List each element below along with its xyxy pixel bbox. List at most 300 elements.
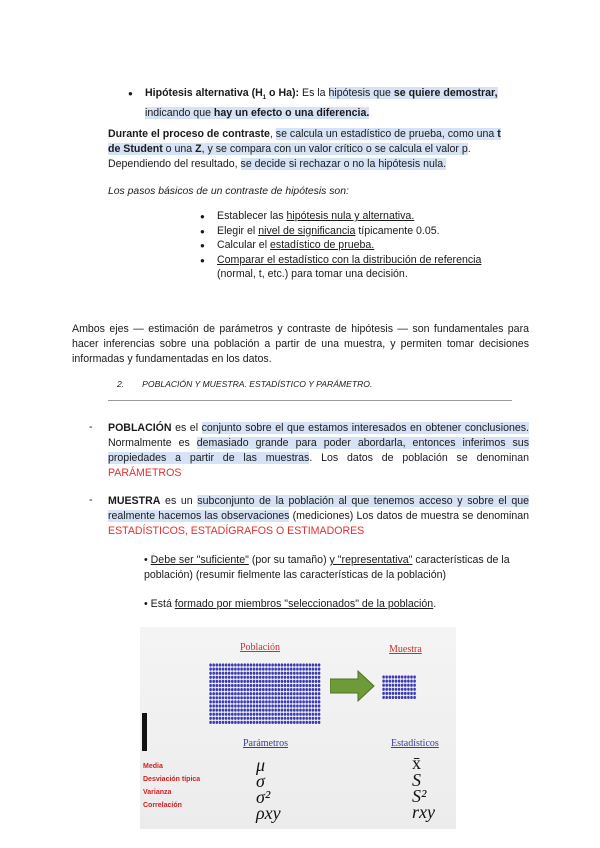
dot	[309, 696, 312, 699]
dot	[284, 713, 287, 716]
dot	[243, 696, 246, 699]
dot	[231, 692, 234, 695]
poblacion-hl2: demasiado grande para poder abordarla, entonces inferimos sus propiedades a partir de las muestras	[108, 437, 529, 464]
dot	[284, 676, 287, 679]
dot	[212, 688, 215, 691]
dot	[219, 672, 222, 675]
dot	[413, 696, 416, 699]
step1-ul: hipótesis nula y alternativa.	[286, 210, 415, 222]
dot	[216, 684, 219, 687]
step-3	[200, 238, 520, 253]
dot	[312, 700, 315, 703]
dot	[222, 676, 225, 679]
alt-hyp-hl3: indicando que	[145, 107, 214, 120]
dot	[404, 688, 407, 691]
dot	[309, 721, 312, 724]
dot	[268, 688, 271, 691]
dot	[293, 684, 296, 687]
dot	[219, 680, 222, 683]
dot	[247, 692, 250, 695]
dot	[222, 696, 225, 699]
note1-bullet: •	[144, 554, 151, 566]
both-axes-paragraph: Ambos ejes — estimación de parámetros y contraste de hipótesis — son fundamentales para hacer inferencias sobre una población a partir de una muestra, y permiten tomar decisiones informadas y fundamentadas en los datos.	[72, 323, 529, 365]
dot	[228, 717, 231, 720]
dot	[410, 696, 413, 699]
dot	[262, 721, 265, 724]
dot	[268, 713, 271, 716]
dot	[209, 717, 212, 720]
dot	[293, 700, 296, 703]
dot	[293, 663, 296, 666]
dot	[385, 696, 388, 699]
step3-text: Calcular el	[217, 239, 270, 251]
dot	[234, 684, 237, 687]
dot	[315, 704, 318, 707]
dot	[265, 684, 268, 687]
dot	[278, 692, 281, 695]
poblacion-label: Población	[240, 642, 280, 653]
dot	[305, 696, 308, 699]
dot	[271, 700, 274, 703]
dot	[305, 721, 308, 724]
dot	[262, 684, 265, 687]
dot	[296, 721, 299, 724]
dot	[407, 692, 410, 695]
dot	[305, 672, 308, 675]
dot	[216, 692, 219, 695]
dot	[296, 709, 299, 712]
dot	[315, 709, 318, 712]
dot	[398, 696, 401, 699]
dot	[243, 676, 246, 679]
bullet-icon: ●	[200, 255, 205, 265]
dot	[281, 668, 284, 671]
dot	[278, 696, 281, 699]
dot	[271, 676, 274, 679]
dot	[309, 663, 312, 666]
dot	[219, 700, 222, 703]
dot	[240, 676, 243, 679]
dot	[271, 668, 274, 671]
dot	[284, 672, 287, 675]
dot	[228, 704, 231, 707]
dot	[392, 675, 395, 678]
dot	[404, 684, 407, 687]
dot	[274, 696, 277, 699]
dot	[281, 663, 284, 666]
dot	[284, 717, 287, 720]
dot	[274, 692, 277, 695]
muestra-label: Muestra	[389, 644, 422, 655]
dot	[256, 709, 259, 712]
dot	[305, 684, 308, 687]
dot	[237, 663, 240, 666]
poblacion-hl1: conjunto sobre el que estamos interesados en obtener conclusiones.	[201, 422, 530, 434]
dot	[234, 672, 237, 675]
dot	[237, 684, 240, 687]
dot	[240, 672, 243, 675]
dot	[404, 696, 407, 699]
contrast-hl1: se calcula un estadístico de prueba, como una	[275, 128, 498, 140]
dot	[299, 663, 302, 666]
contrast-period: .	[467, 143, 471, 155]
dot	[312, 672, 315, 675]
dot	[312, 709, 315, 712]
dot	[410, 692, 413, 695]
dot	[407, 696, 410, 699]
step-4	[200, 253, 520, 282]
step4-ul: Comparar el estadístico con la distribución de referencia	[217, 253, 482, 266]
dot	[302, 704, 305, 707]
dot	[392, 692, 395, 695]
poblacion-term: POBLACIÓN	[108, 422, 172, 434]
dot	[225, 713, 228, 716]
contrast-t1: ,	[269, 128, 276, 140]
dot	[243, 692, 246, 695]
dot	[274, 663, 277, 666]
dot	[296, 713, 299, 716]
poblacion-t1: es el	[171, 422, 202, 434]
dot	[274, 684, 277, 687]
dot	[256, 717, 259, 720]
dot	[265, 721, 268, 724]
dot	[216, 672, 219, 675]
dot	[228, 688, 231, 691]
dot	[212, 680, 215, 683]
dot	[268, 668, 271, 671]
dot	[256, 676, 259, 679]
dot	[293, 676, 296, 679]
dot	[259, 704, 262, 707]
dot	[237, 721, 240, 724]
dot	[389, 675, 392, 678]
dot	[259, 717, 262, 720]
contrast-paragraph	[108, 127, 529, 172]
dot	[262, 680, 265, 683]
bullet-icon: ●	[200, 212, 205, 221]
dot	[385, 684, 388, 687]
dot	[395, 684, 398, 687]
dot	[312, 688, 315, 691]
dot	[274, 721, 277, 724]
dot	[382, 675, 385, 678]
dot	[212, 676, 215, 679]
dot	[312, 713, 315, 716]
dot	[256, 713, 259, 716]
dot	[281, 709, 284, 712]
dot	[395, 696, 398, 699]
dot	[302, 696, 305, 699]
dot	[262, 688, 265, 691]
param-sigma2: σ²	[256, 787, 271, 807]
dot	[228, 700, 231, 703]
dot	[234, 696, 237, 699]
dot	[392, 688, 395, 691]
dot	[222, 668, 225, 671]
dot	[305, 709, 308, 712]
dot	[247, 684, 250, 687]
dot	[281, 676, 284, 679]
dot	[262, 672, 265, 675]
dot	[278, 672, 281, 675]
dot	[212, 704, 215, 707]
dot	[315, 672, 318, 675]
dot	[268, 704, 271, 707]
dot	[309, 684, 312, 687]
dot	[234, 700, 237, 703]
dot	[268, 721, 271, 724]
dot	[222, 692, 225, 695]
section-2-heading	[117, 379, 372, 389]
dot	[413, 675, 416, 678]
dot	[305, 676, 308, 679]
dot	[253, 692, 256, 695]
dot	[410, 684, 413, 687]
dot	[284, 684, 287, 687]
dot	[274, 713, 277, 716]
dot	[271, 696, 274, 699]
dot	[318, 676, 321, 679]
dot	[401, 688, 404, 691]
dot	[259, 721, 262, 724]
dot	[259, 676, 262, 679]
dot	[209, 668, 212, 671]
dot	[315, 692, 318, 695]
section-divider	[108, 400, 512, 401]
dot	[296, 676, 299, 679]
dot	[271, 704, 274, 707]
param-sigma: σ	[256, 771, 265, 791]
dot	[243, 668, 246, 671]
dot	[312, 684, 315, 687]
dot	[318, 713, 321, 716]
dot	[293, 692, 296, 695]
dot	[284, 668, 287, 671]
dot	[398, 692, 401, 695]
dot	[312, 692, 315, 695]
step1-text: Establecer las	[217, 210, 287, 222]
dot	[253, 688, 256, 691]
dot	[240, 692, 243, 695]
dot	[231, 717, 234, 720]
dot	[290, 663, 293, 666]
dot	[281, 700, 284, 703]
dot	[250, 721, 253, 724]
dot	[287, 696, 290, 699]
dot	[240, 700, 243, 703]
dot	[389, 688, 392, 691]
dot	[274, 688, 277, 691]
dot	[278, 663, 281, 666]
dot	[228, 676, 231, 679]
parametros-label: Parámetros	[243, 738, 288, 749]
dot	[231, 688, 234, 691]
dot	[250, 663, 253, 666]
dot	[225, 663, 228, 666]
dot	[404, 675, 407, 678]
dot	[281, 688, 284, 691]
dot	[250, 668, 253, 671]
dot	[413, 688, 416, 691]
dot	[309, 692, 312, 695]
dot	[209, 692, 212, 695]
dot	[299, 676, 302, 679]
dot	[278, 704, 281, 707]
dot	[219, 696, 222, 699]
dot	[225, 700, 228, 703]
dot	[228, 696, 231, 699]
dot	[287, 700, 290, 703]
dot	[395, 688, 398, 691]
dot	[268, 692, 271, 695]
dot	[318, 668, 321, 671]
dot	[302, 713, 305, 716]
dot	[312, 680, 315, 683]
dot	[392, 680, 395, 683]
alt-hyp-hl1: hipótesis que	[328, 87, 394, 99]
dot	[299, 717, 302, 720]
dot	[250, 717, 253, 720]
estadisticos-label: Estadísticos	[391, 738, 439, 749]
dot	[382, 692, 385, 695]
dot	[256, 680, 259, 683]
dot	[228, 672, 231, 675]
dot	[212, 663, 215, 666]
dot	[382, 696, 385, 699]
dot	[231, 696, 234, 699]
dot	[305, 663, 308, 666]
dot	[284, 700, 287, 703]
dot	[413, 680, 416, 683]
dot	[309, 709, 312, 712]
dot	[305, 713, 308, 716]
dot	[243, 684, 246, 687]
dot	[209, 688, 212, 691]
dot	[395, 680, 398, 683]
note2-ul: formado por miembros "seleccionados" de la población	[174, 598, 434, 610]
dot	[216, 709, 219, 712]
dot	[209, 672, 212, 675]
dot	[305, 704, 308, 707]
dot	[240, 704, 243, 707]
dot	[234, 668, 237, 671]
dot	[212, 721, 215, 724]
dot	[259, 700, 262, 703]
dot	[247, 680, 250, 683]
dot	[287, 704, 290, 707]
dot	[243, 713, 246, 716]
dot	[271, 663, 274, 666]
dot	[243, 709, 246, 712]
stat-xbar: x̄	[412, 753, 421, 773]
dot	[228, 684, 231, 687]
dot	[290, 704, 293, 707]
dot	[271, 684, 274, 687]
dot	[256, 721, 259, 724]
dot	[392, 684, 395, 687]
dot	[228, 680, 231, 683]
dot	[265, 692, 268, 695]
dot	[219, 721, 222, 724]
dot	[290, 692, 293, 695]
dot	[216, 700, 219, 703]
dot	[287, 713, 290, 716]
dot	[225, 721, 228, 724]
note2-end: .	[433, 598, 437, 610]
dot	[299, 672, 302, 675]
step4-text: (normal, t, etc.) para tomar una decisión.	[217, 268, 408, 280]
contrast-z: Z	[195, 143, 202, 155]
dot	[237, 688, 240, 691]
dot	[290, 717, 293, 720]
dot	[231, 668, 234, 671]
dash-marker: -	[89, 494, 93, 506]
dot	[225, 704, 228, 707]
dot	[302, 700, 305, 703]
dot	[299, 704, 302, 707]
dot	[237, 709, 240, 712]
dot	[309, 688, 312, 691]
dot	[234, 688, 237, 691]
dot	[222, 680, 225, 683]
bullet-icon: ●	[200, 241, 205, 250]
muestra-term: MUESTRA	[108, 495, 161, 507]
dot	[231, 663, 234, 666]
note-2	[144, 598, 529, 610]
dot	[271, 692, 274, 695]
dot	[256, 668, 259, 671]
dot	[265, 672, 268, 675]
dot	[212, 692, 215, 695]
dot	[287, 684, 290, 687]
dot	[318, 717, 321, 720]
dot	[290, 709, 293, 712]
dot	[231, 684, 234, 687]
contrast-hl2: o una	[162, 143, 196, 155]
dot	[256, 672, 259, 675]
dot	[234, 717, 237, 720]
dot	[231, 680, 234, 683]
dot	[293, 717, 296, 720]
step2-text: Elegir el	[217, 224, 259, 237]
dot	[250, 676, 253, 679]
dot	[250, 688, 253, 691]
dot	[231, 672, 234, 675]
contrast-bold1: Durante el proceso de contraste	[108, 128, 270, 140]
dot	[287, 672, 290, 675]
dot	[268, 684, 271, 687]
muestra-hl1: subconjunto de la población al que tenemos acceso y sobre el que realmente hacemos las observaciones	[108, 495, 529, 522]
dot	[287, 668, 290, 671]
dot	[237, 676, 240, 679]
dot	[318, 663, 321, 666]
dot	[234, 676, 237, 679]
dot	[293, 713, 296, 716]
dot	[385, 675, 388, 678]
contrast-student: de Student	[108, 143, 163, 155]
alt-hyp-term: Hipótesis alternativa (H	[145, 87, 263, 99]
dot	[253, 704, 256, 707]
dot	[389, 692, 392, 695]
alt-hyp-sub: 1	[262, 95, 267, 102]
dot	[237, 672, 240, 675]
muestra-red: ESTADÍSTICOS, ESTADÍGRAFOS O ESTIMADORES	[108, 525, 365, 537]
dot	[309, 713, 312, 716]
dot	[225, 709, 228, 712]
dot	[281, 713, 284, 716]
dot	[305, 700, 308, 703]
dot	[216, 696, 219, 699]
